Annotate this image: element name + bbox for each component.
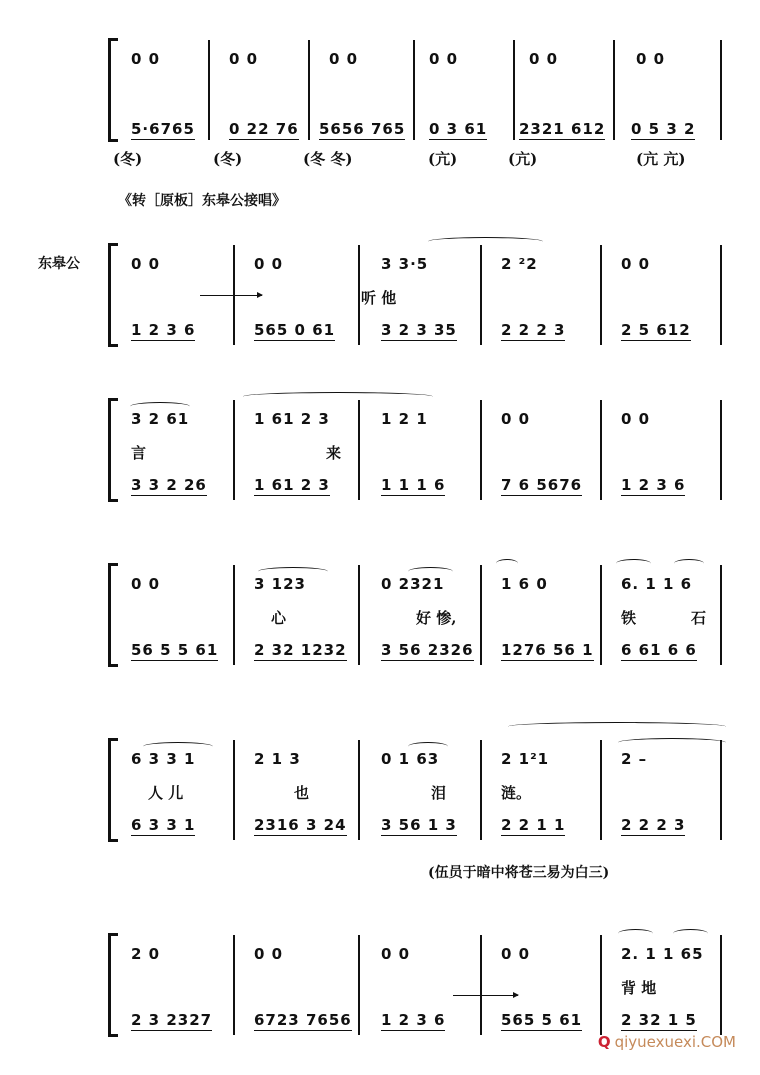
measure: 0 0	[131, 50, 161, 68]
measure: 2 –	[621, 750, 648, 768]
measure: 0 0	[254, 255, 284, 273]
measure: 2 32 1 5	[621, 1011, 697, 1029]
accompaniment-line	[126, 641, 728, 665]
vocal-line	[126, 750, 728, 774]
measure: 2316 3 24	[254, 816, 347, 834]
score-system-5	[108, 740, 728, 850]
measure: 3 56 1 3	[381, 816, 457, 834]
vocal-line	[126, 575, 728, 599]
measure: 3 56 2326	[381, 641, 474, 659]
measure: 1 2 3 6	[621, 476, 686, 494]
lyric: (冬)	[113, 150, 143, 168]
measure: 2 5 612	[621, 321, 691, 339]
lyric: (冬 冬)	[303, 150, 353, 168]
measure: 56 5 5 61	[131, 641, 219, 659]
measure: 3 2 3 35	[381, 321, 457, 339]
score-system-6	[108, 935, 728, 1045]
lyric: (亢 亢)	[636, 150, 686, 168]
measure: 3 3 2 26	[131, 476, 207, 494]
lyrics-line	[126, 607, 728, 629]
measure: 1276 56 1	[501, 641, 594, 659]
measure: 0 5 3 2	[631, 120, 696, 138]
measure: 6 3 3 1	[131, 816, 196, 834]
system-brace	[108, 935, 116, 1035]
accompaniment-line	[126, 816, 728, 840]
measure: 0 0	[501, 410, 531, 428]
measure: 2 32 1232	[254, 641, 347, 659]
measure: 0 0	[229, 50, 259, 68]
measure: 2 3 2327	[131, 1011, 213, 1029]
measure: 1 2 1	[381, 410, 428, 428]
measure: 2. 1 1 65	[621, 945, 704, 963]
system-brace	[108, 400, 116, 500]
lyric: 也	[294, 784, 310, 802]
measure: 0 0	[254, 945, 284, 963]
lyric: (冬)	[213, 150, 243, 168]
accompaniment-line	[126, 476, 728, 500]
accompaniment-line	[126, 1011, 728, 1035]
measure: 0 0	[131, 575, 161, 593]
measure: 6723 7656	[254, 1011, 352, 1029]
system-brace	[108, 565, 116, 665]
measure: 1 1 1 6	[381, 476, 446, 494]
singer-label: 东皋公	[38, 256, 80, 272]
lyric: 人 儿	[148, 784, 184, 802]
measure: 6 61 6 6	[621, 641, 697, 659]
vocal-line	[126, 255, 728, 279]
lyric: 泪	[431, 784, 447, 802]
measure: 565 5 61	[501, 1011, 583, 1029]
measure: 2 1 3	[254, 750, 301, 768]
lyric: 铁	[621, 609, 637, 627]
lyric: 好 惨,	[416, 609, 457, 627]
measure: 5·6765	[131, 120, 195, 138]
measure: 0 0	[621, 255, 651, 273]
lyrics-line	[126, 287, 728, 309]
score-system-1	[108, 40, 728, 168]
measure: 2 2 2 3	[501, 321, 566, 339]
measure: 3 123	[254, 575, 306, 593]
measure: 0 1 63	[381, 750, 440, 768]
vocal-line	[126, 50, 728, 74]
lyrics-line	[108, 148, 728, 170]
system-brace	[108, 40, 116, 140]
measure: 0 0	[529, 50, 559, 68]
accompaniment-line	[126, 120, 728, 144]
vocal-line	[126, 945, 728, 969]
measure: 2 ²2	[501, 255, 538, 273]
measure: 0 0	[621, 410, 651, 428]
measure: 0 0	[429, 50, 459, 68]
measure: 1 61 2 3	[254, 410, 330, 428]
lyric: 石	[691, 609, 707, 627]
measure: 6 3 3 1	[131, 750, 196, 768]
accompaniment-line	[126, 321, 728, 345]
vocal-line	[126, 410, 728, 434]
measure: 1 2 3 6	[381, 1011, 446, 1029]
measure: 2321 612	[519, 120, 606, 138]
measure: 3 2 61	[131, 410, 190, 428]
measure: 2 0	[131, 945, 161, 963]
lyric: 言	[131, 444, 147, 462]
measure: 1 61 2 3	[254, 476, 330, 494]
measure: 0 2321	[381, 575, 445, 593]
measure: 0 0	[636, 50, 666, 68]
system-brace	[108, 740, 116, 840]
lyrics-line	[126, 977, 728, 999]
lyric: (亢)	[428, 150, 458, 168]
measure: 1 6 0	[501, 575, 548, 593]
measure: 5656 765	[319, 120, 406, 138]
score-system-2	[108, 245, 728, 355]
measure: 0 0	[131, 255, 161, 273]
measure: 0 3 61	[429, 120, 488, 138]
measure: 0 0	[381, 945, 411, 963]
lyric: (亢)	[508, 150, 538, 168]
system-brace	[108, 245, 116, 345]
measure: 2 1²1	[501, 750, 550, 768]
measure: 6. 1 1 6	[621, 575, 693, 593]
measure: 1 2 3 6	[131, 321, 196, 339]
lyrics-line	[126, 442, 728, 464]
lyric: 来	[326, 444, 342, 462]
lyric: 涟。	[501, 784, 532, 802]
site-watermark	[598, 1033, 736, 1051]
measure: 0 0	[501, 945, 531, 963]
lyrics-line	[126, 782, 728, 804]
measure: 565 0 61	[254, 321, 336, 339]
measure: 2 2 2 3	[621, 816, 686, 834]
measure: 0 0	[329, 50, 359, 68]
score-system-4	[108, 565, 728, 675]
score-system-3	[108, 400, 728, 510]
section-cue: 《转［原板］东皋公接唱》	[118, 193, 286, 209]
watermark-text: qiyuexuexi.COM	[614, 1033, 736, 1051]
lyric: 听 他	[361, 289, 397, 307]
watermark-logo-icon: Q	[597, 1033, 611, 1051]
lyric: 心	[271, 609, 287, 627]
lyric: 背 地	[621, 979, 657, 997]
measure: 7 6 5676	[501, 476, 583, 494]
measure: 2 2 1 1	[501, 816, 566, 834]
measure: 0 22 76	[229, 120, 299, 138]
measure: 3 3·5	[381, 255, 429, 273]
stage-direction: (伍员于暗中将苍三易为白三)	[428, 865, 610, 881]
